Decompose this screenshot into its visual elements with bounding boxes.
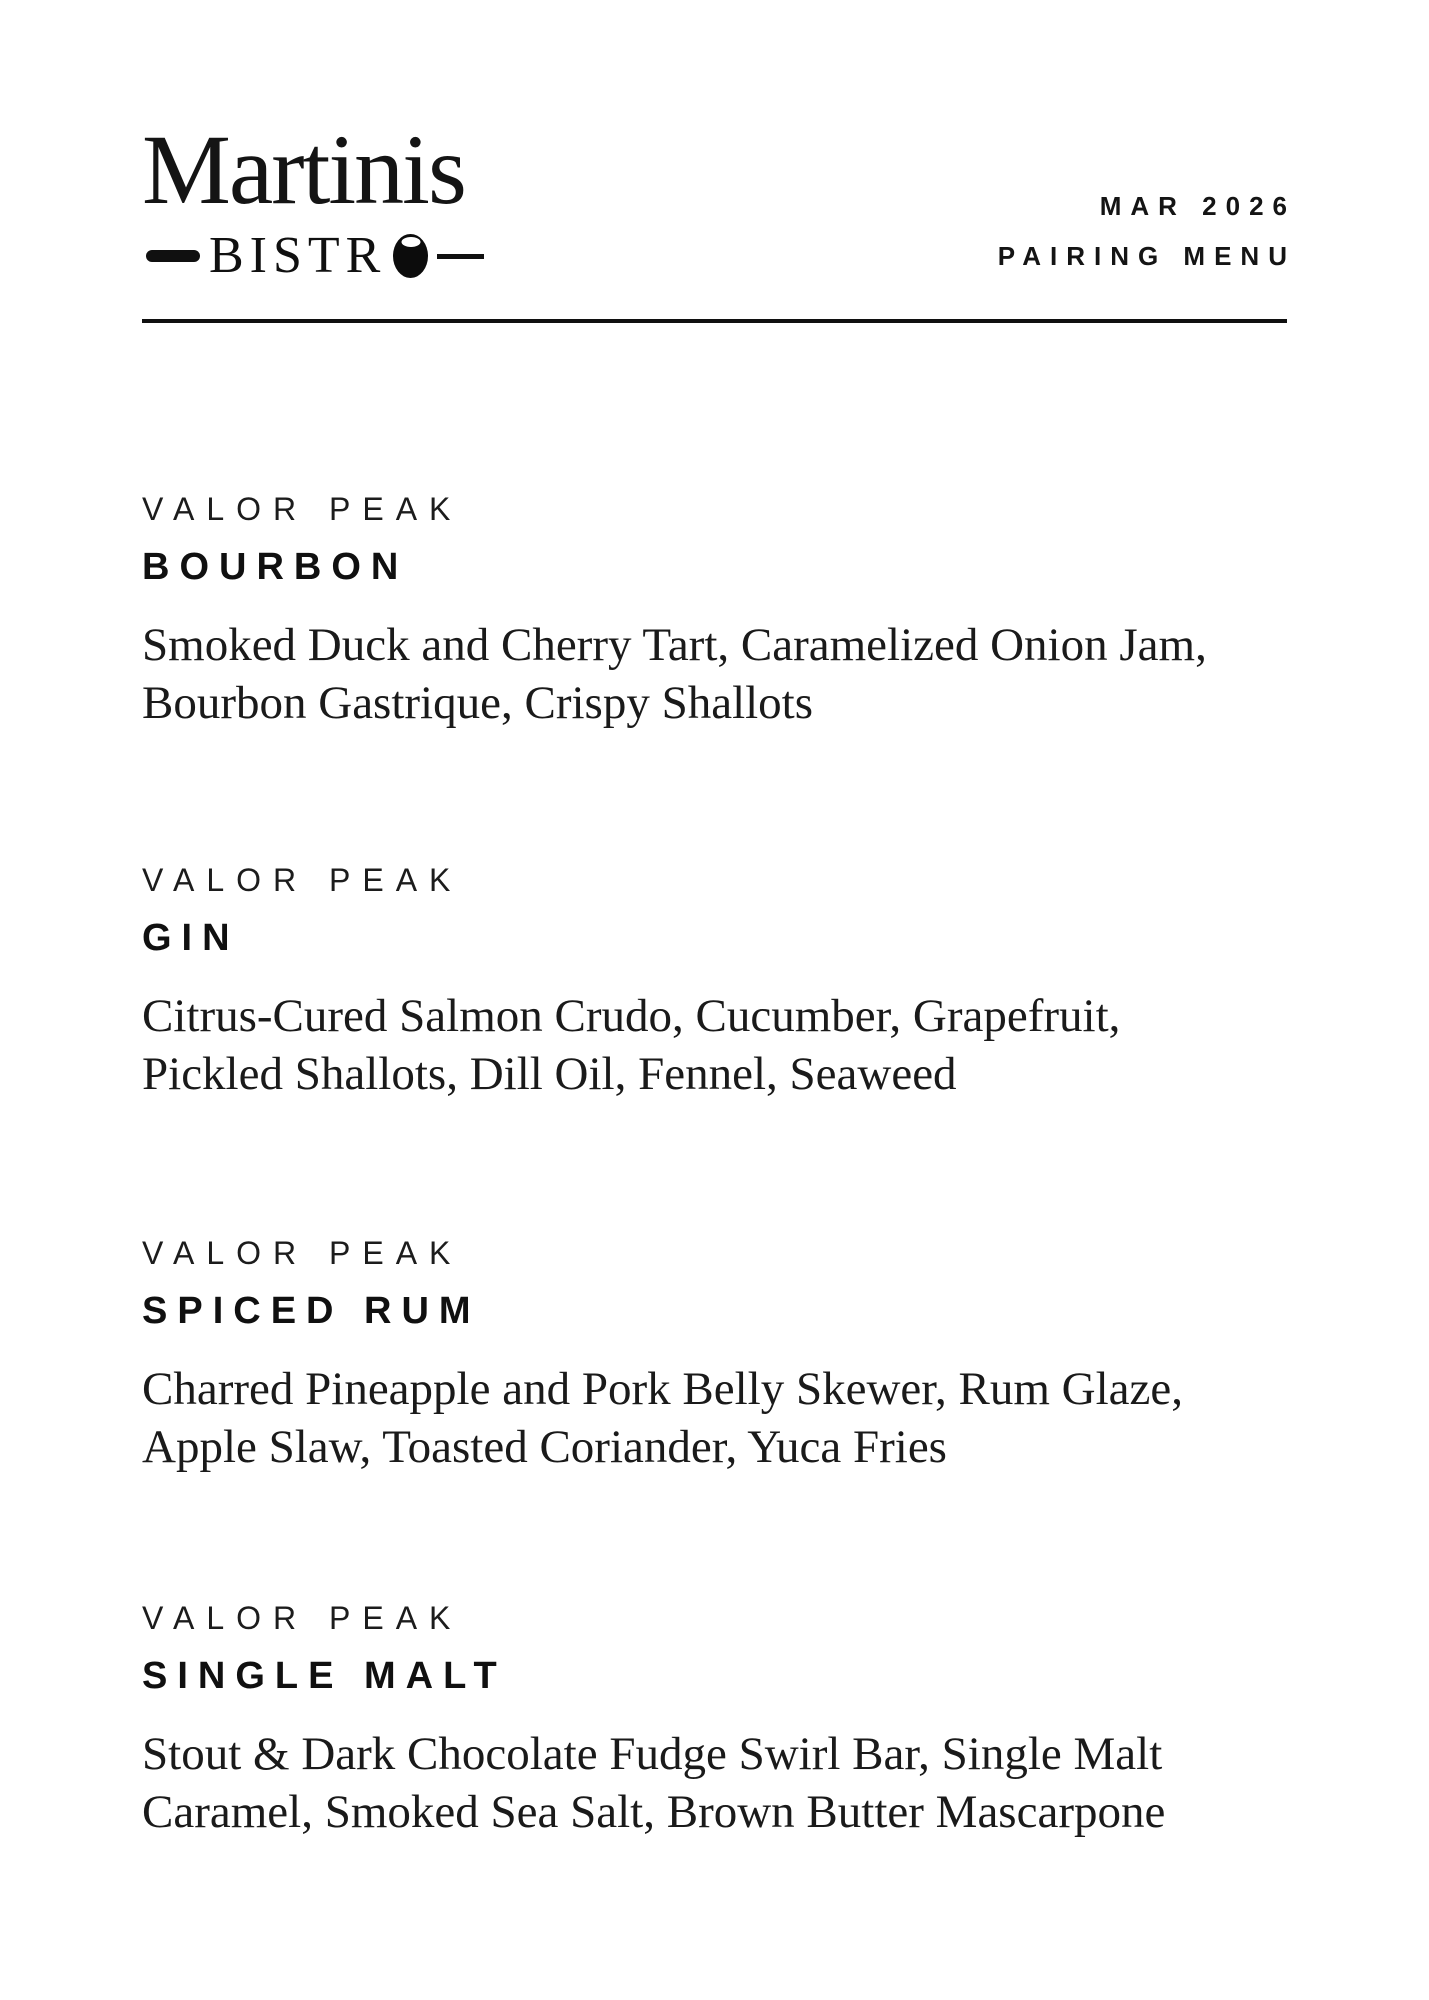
dish-description-line: Caramel, Smoked Sea Salt, Brown Butter Mascarpone bbox=[142, 1786, 1166, 1838]
olive-icon bbox=[393, 234, 428, 278]
pairing-section bbox=[142, 1237, 1287, 1476]
dish-description-line: Pickled Shallots, Dill Oil, Fennel, Seaweed bbox=[142, 1048, 957, 1100]
brand-eyebrow: VALOR PEAK bbox=[142, 491, 463, 527]
spirit-name: GIN bbox=[142, 917, 240, 959]
spirit-name: BOURBON bbox=[142, 546, 409, 588]
menu-type: PAIRING MENU bbox=[997, 241, 1296, 271]
spirit-name: SINGLE MALT bbox=[142, 1655, 507, 1697]
dish-description bbox=[142, 616, 1287, 732]
spirit-name: SPICED RUM bbox=[142, 1290, 481, 1332]
brand-eyebrow: VALOR PEAK bbox=[142, 1600, 463, 1636]
brand-name: Martinis bbox=[142, 114, 465, 225]
pairing-section bbox=[142, 493, 1287, 732]
pairing-section bbox=[142, 864, 1287, 1103]
dish-description-line: Apple Slaw, Toasted Coriander, Yuca Fries bbox=[142, 1421, 947, 1473]
pairing-section bbox=[142, 1602, 1287, 1841]
dish-description-line: Bourbon Gastrique, Crispy Shallots bbox=[142, 677, 814, 729]
dish-description bbox=[142, 1360, 1287, 1476]
dish-description bbox=[142, 1725, 1287, 1841]
dish-description-line: Charred Pineapple and Pork Belly Skewer, Rum Glaze, bbox=[142, 1363, 1183, 1415]
menu-date: MAR 2026 bbox=[1099, 191, 1296, 221]
brand-sub-letters: BISTR bbox=[209, 227, 387, 284]
menu-header bbox=[142, 0, 1296, 323]
header-right-block bbox=[997, 181, 1296, 281]
logo-dash-right bbox=[437, 254, 484, 259]
logo-dash-left bbox=[146, 250, 200, 262]
brand-eyebrow: VALOR PEAK bbox=[142, 1235, 463, 1271]
dish-description-line: Stout & Dark Chocolate Fudge Swirl Bar, Single Malt bbox=[142, 1728, 1163, 1780]
brand-sub-line bbox=[146, 227, 484, 284]
olive-shine bbox=[401, 237, 420, 247]
brand-eyebrow: VALOR PEAK bbox=[142, 862, 463, 898]
dish-description-line: Smoked Duck and Cherry Tart, Caramelized Onion Jam, bbox=[142, 619, 1207, 671]
dish-description-line: Citrus-Cured Salmon Crudo, Cucumber, Grapefruit, bbox=[142, 990, 1121, 1042]
dish-description bbox=[142, 987, 1287, 1103]
